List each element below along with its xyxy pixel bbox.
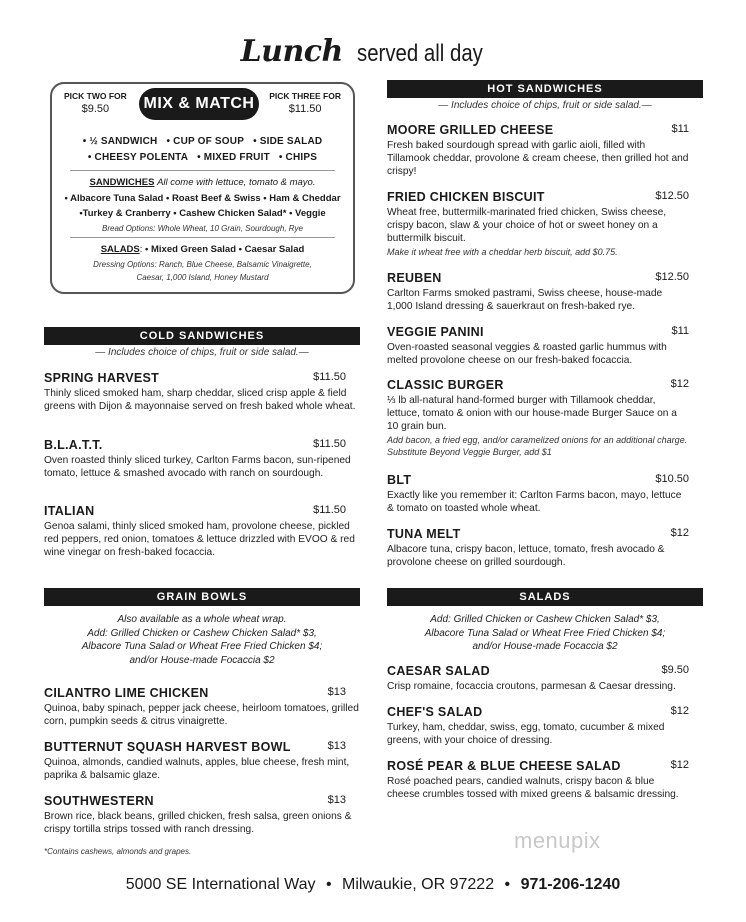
item-price: $11.50 bbox=[313, 438, 346, 450]
item-description: Albacore tuna, crispy bacon, lettuce, tomato, fresh avocado & provolone cheese on grilled sourdough. bbox=[387, 544, 665, 568]
salads-label: SALADS bbox=[100, 244, 140, 255]
item-price: $11 bbox=[671, 325, 689, 337]
item-description: Brown rice, black beans, grilled chicken, fresh salsa, green onions & crispy tortilla strips tossed with ranch dressing. bbox=[44, 811, 352, 835]
item-name: REUBEN bbox=[387, 271, 442, 285]
menu-item bbox=[44, 740, 360, 782]
item-note: Make it wheat free with a cheddar herb biscuit, add $0.75. bbox=[387, 247, 618, 257]
item-name: ROSÉ PEAR & BLUE CHEESE SALAD bbox=[387, 759, 621, 773]
salads-notes bbox=[387, 613, 703, 654]
grain-bowls-note: Also available as a whole wheat wrap. bbox=[117, 614, 287, 625]
footer-contact bbox=[0, 876, 746, 894]
mix-options-row-1 bbox=[52, 136, 353, 147]
item-price: $11.50 bbox=[313, 504, 346, 516]
divider bbox=[70, 237, 335, 238]
item-description: Genoa salami, thinly sliced smoked ham, provolone cheese, pickled red peppers, red onion, tomatoes & lettuce drizzled with EVOO & red wine vinegar on fresh-baked focaccia. bbox=[44, 521, 355, 558]
menu-item bbox=[387, 378, 689, 458]
menu-item bbox=[44, 794, 360, 836]
item-name: BLT bbox=[387, 473, 412, 487]
item-note: Add bacon, a fried egg, and/or caramelized onions for an additional charge. Substitute Beyond Veggie Burger, add $1 bbox=[387, 435, 688, 457]
item-price: $12 bbox=[670, 759, 689, 771]
footer-city: Milwaukie, OR 97222 bbox=[342, 876, 495, 893]
item-name: B.L.A.T.T. bbox=[44, 438, 103, 452]
item-name: VEGGIE PANINI bbox=[387, 325, 484, 339]
item-name: SPRING HARVEST bbox=[44, 371, 160, 385]
salads-list: • Mixed Green Salad • Caesar Salad bbox=[145, 244, 305, 255]
mix-option: • CHEESY POLENTA bbox=[87, 152, 189, 163]
mix-options-row-2 bbox=[52, 152, 353, 163]
item-price: $12 bbox=[670, 527, 689, 539]
item-name: CILANTRO LIME CHICKEN bbox=[44, 686, 209, 700]
mix-and-match-box bbox=[50, 82, 355, 294]
menu-item bbox=[44, 438, 358, 480]
sandwiches-intro-line bbox=[52, 177, 353, 188]
item-description: Rosé poached pears, candied walnuts, crispy bacon & blue cheese crumbles tossed with mixed greens & balsamic dressing. bbox=[387, 776, 679, 800]
item-price: $10.50 bbox=[655, 473, 689, 485]
pick-two-label: PICK TWO FOR bbox=[64, 91, 127, 101]
watermark: menupix bbox=[514, 828, 601, 853]
menu-item bbox=[387, 473, 689, 515]
menu-item bbox=[387, 325, 689, 367]
grain-bowls-notes bbox=[44, 613, 360, 667]
item-price: $12.50 bbox=[655, 271, 689, 283]
menu-item bbox=[387, 759, 689, 801]
item-description: Exactly like you remember it: Carlton Farms bacon, mayo, lettuce & tomato on toasted whole wheat. bbox=[387, 490, 682, 514]
menu-item bbox=[387, 271, 689, 313]
item-description: Fresh baked sourdough spread with garlic aioli, filled with Tillamook cheddar, provolone & cream cheese, then grilled hot and crispy! bbox=[387, 140, 689, 177]
menu-title: Lunch bbox=[240, 34, 343, 69]
item-description: ⅓ lb all-natural hand-formed burger with Tillamook cheddar, lettuce, tomato & onion with our house-made Burger Sauce on a 10 grain bun. bbox=[387, 395, 677, 432]
item-name: ITALIAN bbox=[44, 504, 95, 518]
salads-note: and/or House-made Focaccia $2 bbox=[472, 641, 618, 652]
item-description: Thinly sliced smoked ham, sharp cheddar, sliced crisp apple & field greens with Dijon & mayonnaise served on fresh baked whole wheat. bbox=[44, 388, 356, 412]
item-name: MOORE GRILLED CHEESE bbox=[387, 123, 554, 137]
item-price: $13 bbox=[327, 740, 346, 752]
mix-option: • SIDE SALAD bbox=[253, 136, 323, 147]
separator: • bbox=[325, 876, 332, 893]
pick-three-label: PICK THREE FOR bbox=[269, 91, 341, 101]
mix-option: • CUP OF SOUP bbox=[166, 136, 245, 147]
item-price: $13 bbox=[327, 794, 346, 806]
grain-bowls-note: and/or House-made Focaccia $2 bbox=[129, 654, 275, 666]
item-name: SOUTHWESTERN bbox=[44, 794, 154, 808]
menu-item bbox=[387, 190, 689, 258]
salads-note: Add: Grilled Chicken or Cashew Chicken Salad* $3, bbox=[430, 614, 660, 625]
sandwiches-label: SANDWICHES bbox=[89, 177, 155, 188]
allergen-footnote: *Contains cashews, almonds and grapes. bbox=[44, 847, 192, 856]
grain-bowls-note: Albacore Tuna Salad or Wheat Free Fried Chicken $4; bbox=[81, 641, 323, 652]
item-price: $11 bbox=[671, 123, 689, 135]
pick-two-price: $9.50 bbox=[81, 103, 110, 115]
mix-option: • MIXED FRUIT bbox=[197, 152, 270, 163]
hot-sandwiches-heading: HOT SANDWICHES bbox=[387, 80, 703, 98]
item-description: Crisp romaine, focaccia croutons, parmesan & Caesar dressing. bbox=[387, 681, 676, 692]
item-price: $9.50 bbox=[661, 664, 689, 676]
item-name: CLASSIC BURGER bbox=[387, 378, 504, 392]
sandwiches-row-2 bbox=[52, 208, 353, 219]
grain-bowls-heading: GRAIN BOWLS bbox=[44, 588, 360, 606]
hot-sandwiches-note: — Includes choice of chips, fruit or side salad.— bbox=[438, 100, 652, 111]
dressing-options-1: Dressing Options: Ranch, Blue Cheese, Balsamic Vinaigrette, bbox=[93, 260, 312, 269]
pick-two bbox=[64, 90, 127, 116]
item-price: $11.50 bbox=[313, 371, 346, 383]
salads-line: SALADS: • Mixed Green Salad • Caesar Salad bbox=[100, 244, 305, 255]
item-price: $12 bbox=[670, 705, 689, 717]
menu-item bbox=[387, 123, 689, 178]
salads-note: Albacore Tuna Salad or Wheat Free Fried Chicken $4; bbox=[424, 627, 666, 639]
separator: • bbox=[504, 876, 511, 893]
menu-header bbox=[0, 34, 746, 69]
sandwiches-list: • Albacore Tuna Salad • Roast Beef & Swiss • Ham & Cheddar bbox=[64, 193, 341, 204]
footer-phone[interactable]: 971-206-1240 bbox=[520, 876, 621, 893]
menu-item bbox=[387, 664, 689, 693]
item-description: Oven-roasted seasonal veggies & roasted garlic hummus with melted provolone cheese on our fresh-baked focaccia. bbox=[387, 342, 667, 366]
item-name: FRIED CHICKEN BISCUIT bbox=[387, 190, 545, 204]
menu-subtitle: served all day bbox=[357, 40, 484, 67]
footer-address: 5000 SE International Way bbox=[125, 876, 316, 893]
item-name: BUTTERNUT SQUASH HARVEST BOWL bbox=[44, 740, 291, 754]
item-name: TUNA MELT bbox=[387, 527, 461, 541]
menu-item bbox=[387, 527, 689, 569]
pick-three-price: $11.50 bbox=[288, 103, 322, 115]
item-description: Oven roasted thinly sliced turkey, Carlton Farms bacon, sun-ripened tomato, lettuce & smashed avocado with ranch on sourdough. bbox=[44, 455, 351, 479]
cold-sandwiches-note: — Includes choice of chips, fruit or side salad.— bbox=[95, 347, 309, 358]
item-description: Turkey, ham, cheddar, swiss, egg, tomato, cucumber & mixed greens, with your choice of dressing. bbox=[387, 722, 665, 746]
mix-option: • ½ SANDWICH bbox=[82, 136, 158, 147]
dressing-options-2: Caesar, 1,000 Island, Honey Mustard bbox=[136, 273, 269, 282]
cold-sandwiches-heading: COLD SANDWICHES bbox=[44, 327, 360, 345]
menu-item bbox=[44, 371, 358, 413]
mix-match-title: MIX & MATCH bbox=[139, 88, 259, 120]
item-name: CHEF'S SALAD bbox=[387, 705, 483, 719]
item-price: $13 bbox=[327, 686, 346, 698]
menu-item bbox=[44, 504, 358, 559]
bread-options: Bread Options: Whole Wheat, 10 Grain, Sourdough, Rye bbox=[102, 224, 303, 233]
salads-heading: SALADS bbox=[387, 588, 703, 606]
item-description: Quinoa, baby spinach, pepper jack cheese, heirloom tomatoes, grilled corn, pumpkin seeds & citrus vinaigrette. bbox=[44, 703, 359, 727]
item-price: $12 bbox=[670, 378, 689, 390]
grain-bowls-note: Add: Grilled Chicken or Cashew Chicken Salad* $3, bbox=[87, 627, 317, 639]
item-name: CAESAR SALAD bbox=[387, 664, 490, 678]
divider bbox=[70, 170, 335, 171]
item-price: $12.50 bbox=[655, 190, 689, 202]
mix-option: • CHIPS bbox=[278, 152, 318, 163]
sandwiches-intro: All come with lettuce, tomato & mayo. bbox=[157, 177, 316, 188]
menu-item bbox=[44, 686, 360, 728]
menu-item bbox=[387, 705, 689, 747]
sandwiches-list: •Turkey & Cranberry • Cashew Chicken Salad* • Veggie bbox=[79, 208, 326, 219]
sandwiches-row-1 bbox=[52, 193, 353, 204]
item-description: Quinoa, almonds, candied walnuts, apples, blue cheese, fresh mint, paprika & balsamic glaze. bbox=[44, 757, 350, 781]
pick-three bbox=[269, 90, 341, 116]
item-description: Carlton Farms smoked pastrami, Swiss cheese, house-made 1,000 Island dressing & sauerkraut on fresh-baked rye. bbox=[387, 288, 663, 312]
item-description: Wheat free, buttermilk-marinated fried chicken, Swiss cheese, crispy bacon, slaw & your choice of hot or sweet honey on a buttermilk biscuit. bbox=[387, 207, 667, 244]
